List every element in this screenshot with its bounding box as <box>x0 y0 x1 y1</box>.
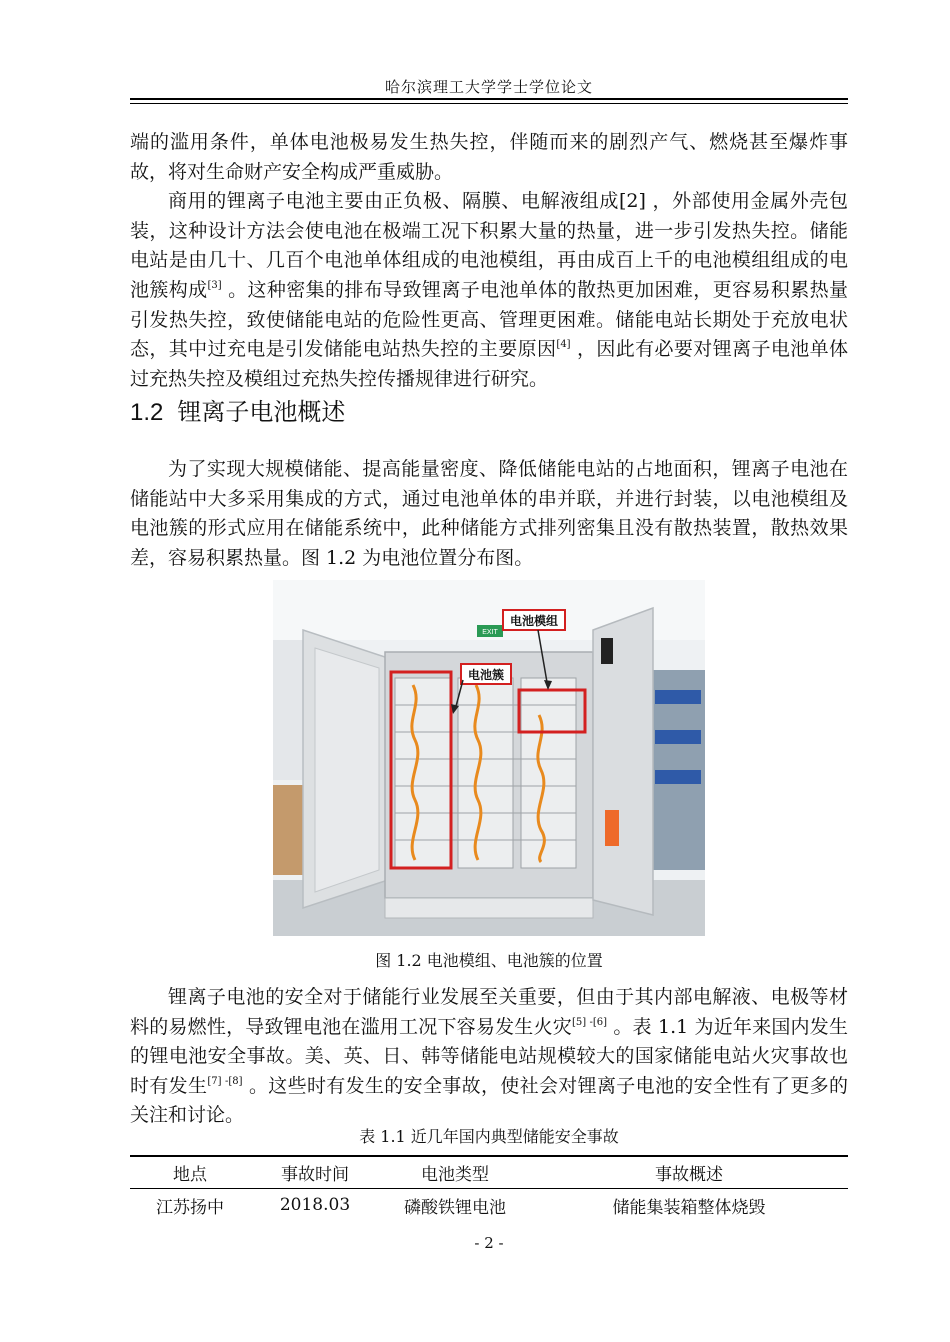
column-header-location: 地点 <box>130 1156 250 1188</box>
cell-time: 2018.03 <box>279 1195 351 1216</box>
cell-location: 江苏扬中 <box>156 1197 224 1218</box>
table-header-row <box>130 1156 848 1188</box>
cell-battery-type: 磷酸铁锂电池 <box>404 1197 506 1218</box>
body-block-3 <box>130 983 848 1131</box>
paragraph-battery-structure: 商用的锂离子电池主要由正负极、隔膜、电解液组成[2] ，外部使用金属外壳包装，这种设计方法会使电池在极端工况下积累大量的热量，进一步引发热失控。储能电站是由几十、几百个电池单体组成的电池模组，再由成百上千的电池模组组成的电池簇构成[3] 。这种密集的排布导致锂离子电池单体的散热更加困难，更容易积累热量引发热失控，致使储能电站的危险性更高、管理更困难。储能电站长期处于充放电状态，其中过充电是引发储能电站热失控的主要原因[4] ，因此有必要对锂离子电池单体过充热失控及模组过充热失控传播规律进行研究。 <box>130 190 848 390</box>
paragraph-safety: 锂离子电池的安全对于储能行业发展至关重要，但由于其内部电解液、电极等材料的易燃性，导致锂电池在滥用工况下容易发生火灾[5] -[6] 。表 1.1 为近年来国内发生的锂电池安全事故。美、英、日、韩等储能电站规模较大的国家储能电站火灾事故也时有发生[7] -[8] 。这些时有发生的安全事故，使社会对锂离子电池的安全性有了更多的关注和讨论。 <box>130 986 848 1127</box>
paragraph-continued: 端的滥用条件，单体电池极易发生热失控，伴随而来的剧烈产气、燃烧甚至爆炸事故，将对生命财产安全构成严重威胁。 <box>130 131 848 183</box>
page-number: - 2 - <box>474 1234 504 1252</box>
citation-5-6: [5] -[6] <box>571 1016 608 1028</box>
column-header-time: 事故时间 <box>250 1156 380 1188</box>
table-caption: 表 1.1 近几年国内典型储能安全事故 <box>359 1127 619 1146</box>
table-row <box>130 1188 848 1222</box>
body-block-2 <box>130 455 848 573</box>
column-header-summary: 事故概述 <box>530 1156 848 1188</box>
cell-summary: 储能集装箱整体烧毁 <box>612 1197 766 1218</box>
battery-rack <box>395 678 576 868</box>
section-heading <box>130 392 345 427</box>
citation-7-8: [7] -[8] <box>207 1075 243 1087</box>
body-block-1 <box>130 128 848 394</box>
module-label: 电池模组 <box>509 614 559 628</box>
citation-3: [3] <box>207 279 222 291</box>
column-header-battery-type: 电池类型 <box>380 1156 530 1188</box>
paragraph-integration: 为了实现大规模储能、提高能量密度、降低储能电站的占地面积，锂离子电池在储能站中大多采用集成的方式，通过电池单体的串并联，并进行封装，以电池模组及电池簇的形式应用在储能系统中，此种储能方式排列密集且没有散热装置，散热效果差，容易积累热量。图 1.2 为电池位置分布图。 <box>130 458 848 569</box>
citation-4: [4] <box>556 339 571 351</box>
section-number: 1.2 <box>130 399 164 426</box>
cluster-label: 电池簇 <box>467 668 505 682</box>
header-rule-thick <box>130 98 848 100</box>
battery-cabinet-photo <box>273 580 705 936</box>
exit-sign-text: EXIT <box>482 629 498 636</box>
figure-caption: 图 1.2 电池模组、电池簇的位置 <box>375 951 603 970</box>
section-title-text: 锂离子电池概述 <box>177 398 346 426</box>
header-rule-thin <box>130 103 848 104</box>
running-header: 哈尔滨理工大学学士学位论文 <box>384 78 593 96</box>
accident-table <box>130 1155 848 1222</box>
cabinet-illustration <box>273 580 705 936</box>
